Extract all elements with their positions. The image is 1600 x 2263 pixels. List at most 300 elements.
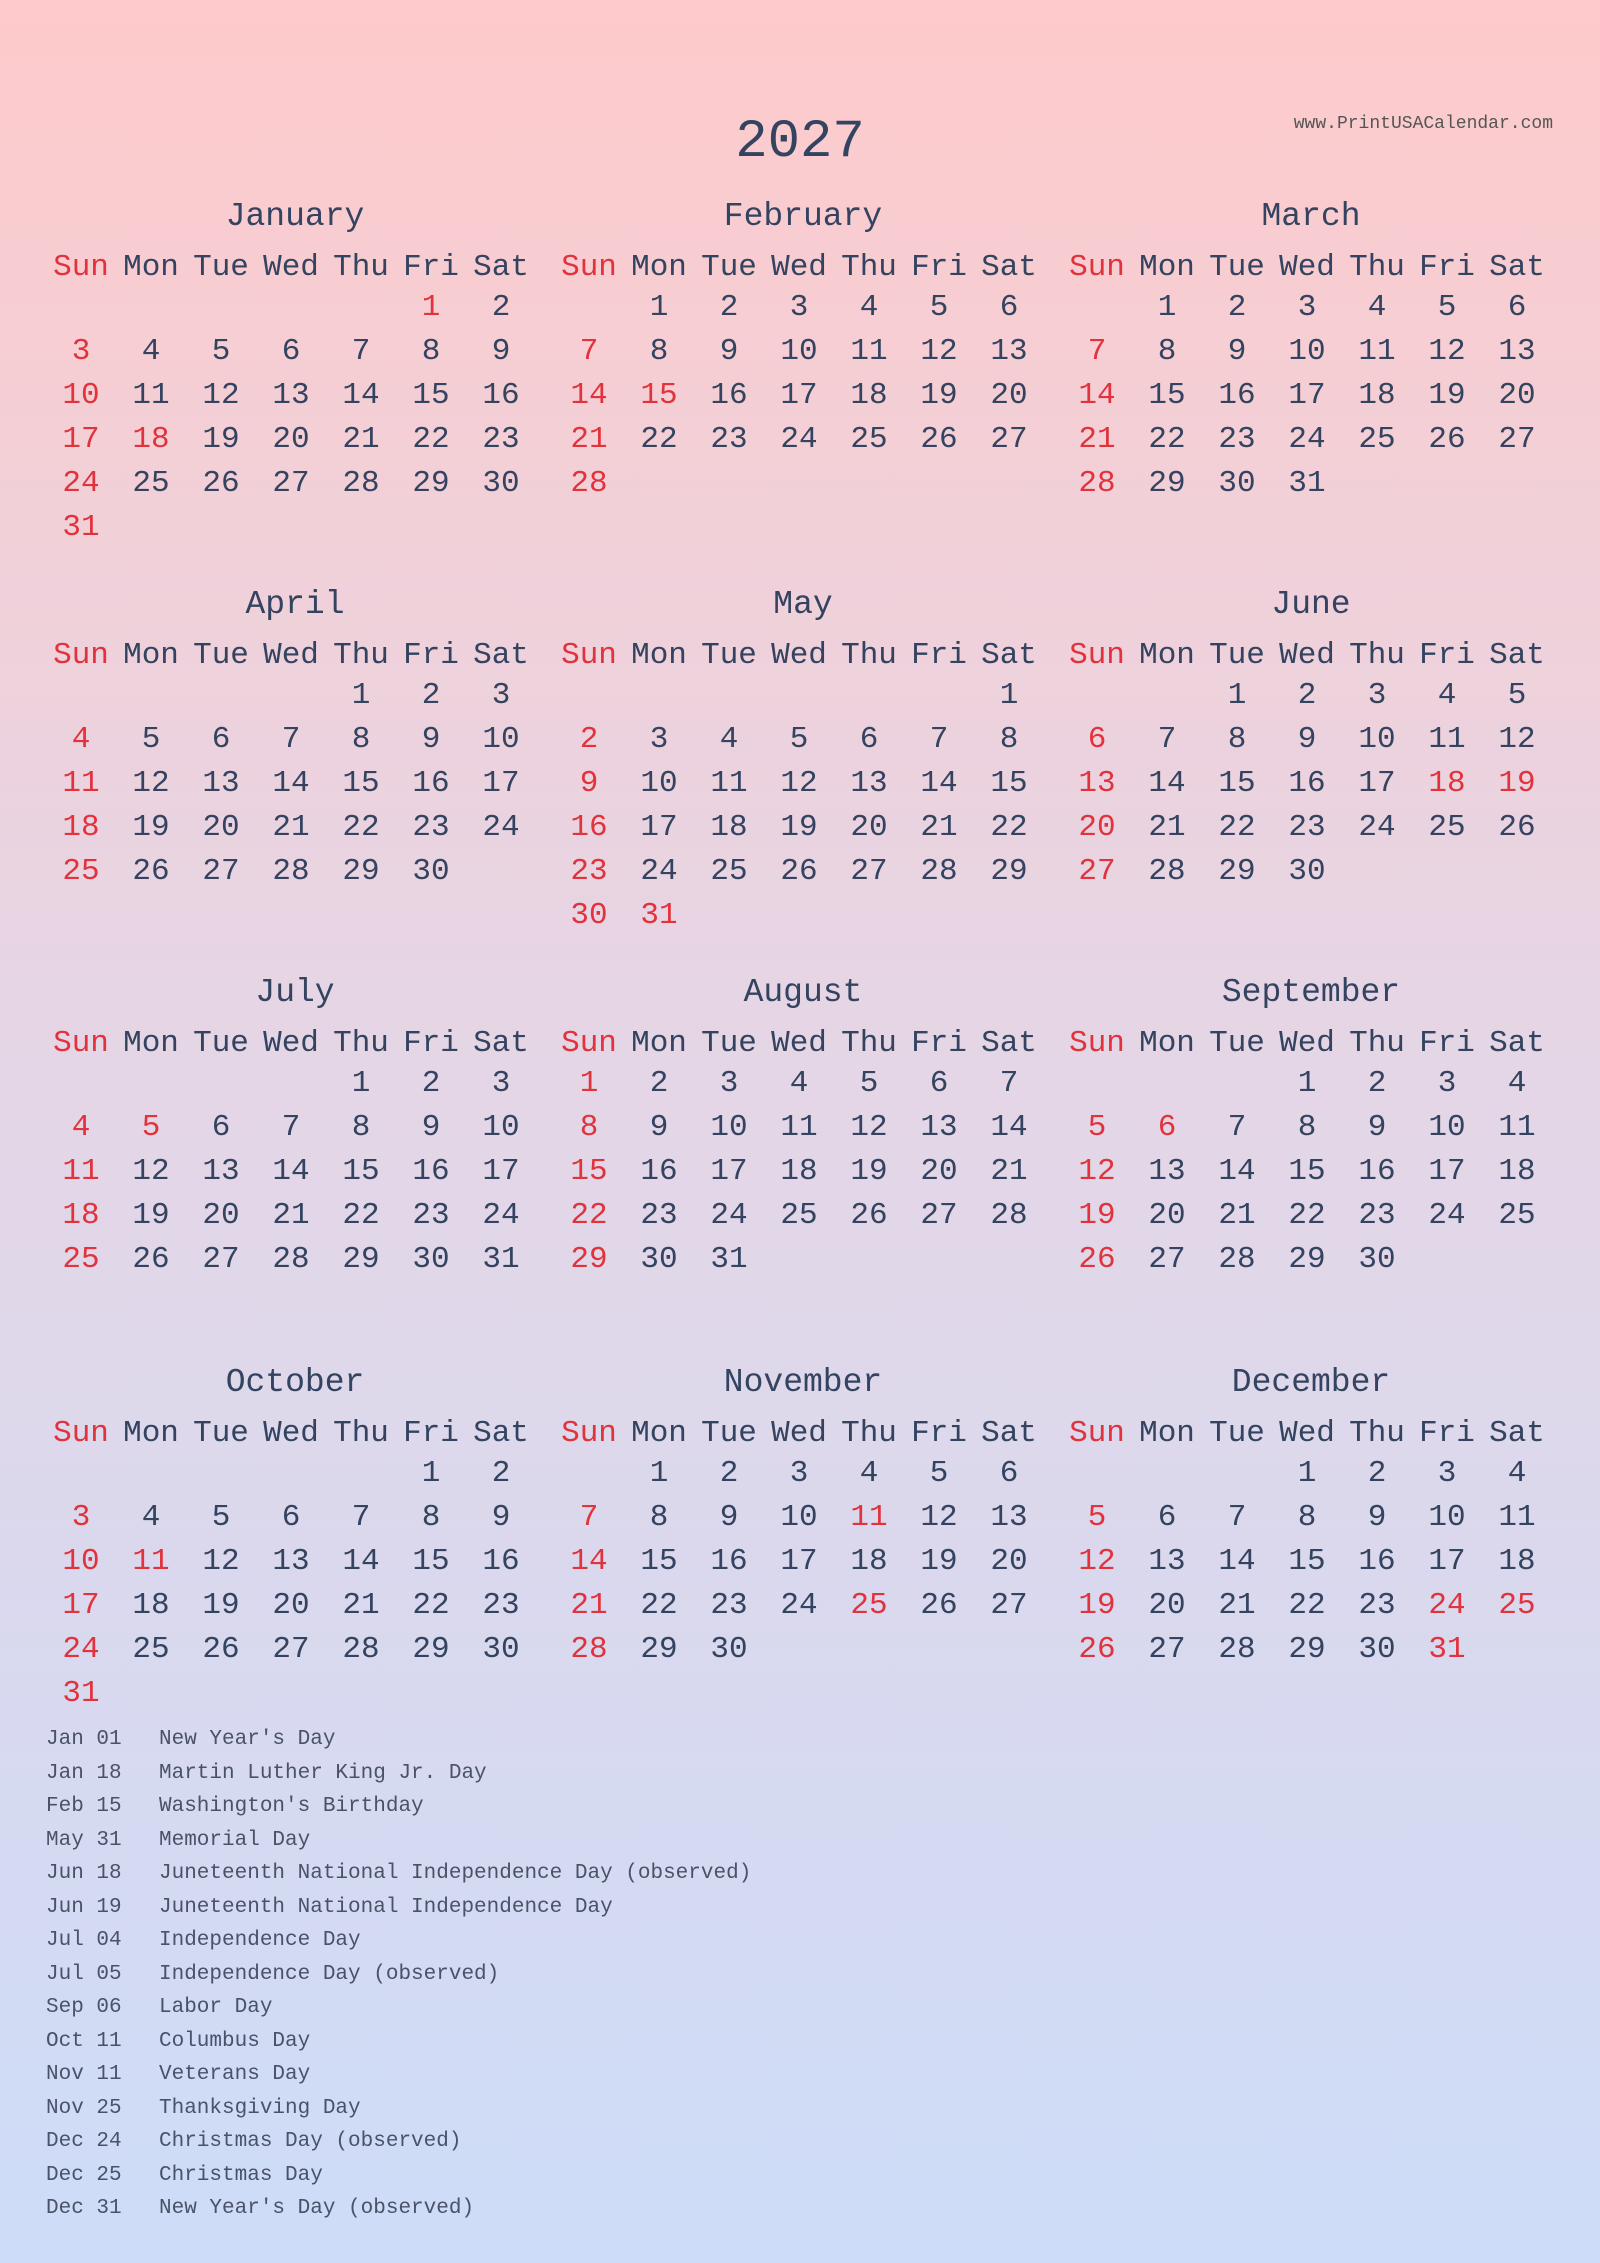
weekday-label: Sat [981, 638, 1037, 673]
day-cell: 26 [202, 466, 240, 501]
day-cell: 4 [1437, 678, 1457, 713]
weekday-label: Thu [841, 250, 897, 285]
day-cell: 12 [920, 1500, 958, 1535]
week-row [1062, 674, 1560, 718]
day-cell: 3 [649, 722, 669, 757]
day-cell: 7 [579, 334, 599, 369]
empty-day-cell [764, 462, 834, 506]
weekday-label: Fri [403, 1416, 459, 1451]
weekday-label: Fri [1419, 638, 1475, 673]
month-name: June [1271, 586, 1351, 623]
holiday-row [46, 1891, 751, 1925]
month-name: August [743, 974, 863, 1011]
month-name: October [225, 1364, 365, 1401]
day-cell: 3 [719, 1066, 739, 1101]
day-cell: 10 [62, 378, 100, 413]
day-cell: 1 [1157, 290, 1177, 325]
day-cell: 9 [491, 1500, 511, 1535]
day-cell: 11 [62, 766, 100, 801]
holiday-row [46, 1723, 751, 1757]
empty-day-cell [466, 506, 536, 550]
day-cell: 20 [272, 422, 310, 457]
day-cell: 4 [141, 334, 161, 369]
day-cell: 12 [850, 1110, 888, 1145]
weekday-label: Mon [123, 638, 179, 673]
day-cell: 27 [850, 854, 888, 889]
day-cell: 9 [719, 1500, 739, 1535]
day-cell: 14 [570, 378, 608, 413]
day-cell: 29 [640, 1632, 678, 1667]
empty-day-cell [1202, 1452, 1272, 1496]
day-cell: 16 [412, 1154, 450, 1189]
weekday-label: Tue [193, 1026, 249, 1061]
day-cell: 1 [1297, 1066, 1317, 1101]
week-row [46, 506, 544, 550]
holiday-row [46, 1790, 751, 1824]
day-cell: 29 [412, 1632, 450, 1667]
day-cell: 23 [482, 422, 520, 457]
weekday-label: Sat [1489, 1416, 1545, 1451]
day-cell: 11 [1428, 722, 1466, 757]
day-cell: 16 [412, 766, 450, 801]
weekday-label: Thu [841, 1026, 897, 1061]
week-row [1062, 1062, 1560, 1106]
weekday-label: Wed [1279, 250, 1335, 285]
weekday-header [46, 250, 544, 286]
empty-day-cell [116, 674, 186, 718]
weekday-label: Fri [1419, 1416, 1475, 1451]
empty-day-cell [1132, 1062, 1202, 1106]
day-cell: 16 [1218, 378, 1256, 413]
week-row [1062, 718, 1560, 762]
day-cell: 9 [579, 766, 599, 801]
day-cell: 27 [920, 1198, 958, 1233]
day-cell: 6 [859, 722, 879, 757]
day-cell: 17 [62, 1588, 100, 1623]
day-cell: 3 [491, 678, 511, 713]
day-cell: 18 [1428, 766, 1466, 801]
day-cell: 27 [990, 422, 1028, 457]
day-cell: 21 [272, 810, 310, 845]
weekday-label: Tue [701, 250, 757, 285]
empty-day-cell [1482, 462, 1552, 506]
empty-day-cell [694, 674, 764, 718]
empty-day-cell [1482, 850, 1552, 894]
day-cell: 24 [710, 1198, 748, 1233]
weekday-label: Fri [403, 250, 459, 285]
day-cell: 2 [1297, 678, 1317, 713]
empty-day-cell [1412, 1238, 1482, 1282]
day-cell: 30 [412, 1242, 450, 1277]
empty-day-cell [1342, 850, 1412, 894]
day-cell: 15 [1218, 766, 1256, 801]
weekday-label: Wed [771, 1416, 827, 1451]
weekday-label: Sun [1069, 1026, 1125, 1061]
weekday-label: Tue [193, 1416, 249, 1451]
weekday-label: Sun [53, 250, 109, 285]
day-cell: 29 [570, 1242, 608, 1277]
day-cell: 5 [141, 1110, 161, 1145]
day-cell: 6 [211, 1110, 231, 1145]
day-cell: 21 [1218, 1588, 1256, 1623]
day-cell: 6 [211, 722, 231, 757]
holiday-name: Martin Luther King Jr. Day [159, 1761, 487, 1785]
month-name: November [723, 1364, 883, 1401]
day-cell: 28 [1078, 466, 1116, 501]
day-cell: 14 [342, 378, 380, 413]
day-cell: 28 [272, 854, 310, 889]
empty-day-cell [554, 1452, 624, 1496]
weekday-label: Mon [631, 638, 687, 673]
day-cell: 18 [850, 1544, 888, 1579]
day-cell: 22 [342, 1198, 380, 1233]
year-title: 2027 [735, 112, 865, 173]
day-cell: 22 [1288, 1588, 1326, 1623]
day-cell: 27 [1148, 1242, 1186, 1277]
day-cell: 17 [1428, 1544, 1466, 1579]
day-cell: 12 [1428, 334, 1466, 369]
weekday-label: Mon [631, 1026, 687, 1061]
day-cell: 8 [649, 1500, 669, 1535]
week-row [554, 1496, 1052, 1540]
empty-day-cell [1412, 850, 1482, 894]
day-cell: 7 [281, 722, 301, 757]
day-cell: 14 [1078, 378, 1116, 413]
day-cell: 9 [719, 334, 739, 369]
day-cell: 29 [1288, 1632, 1326, 1667]
weekday-label: Tue [193, 250, 249, 285]
day-cell: 20 [202, 1198, 240, 1233]
day-cell: 21 [990, 1154, 1028, 1189]
holiday-name: Thanksgiving Day [159, 2096, 361, 2120]
holiday-date: Jun 19 [46, 1895, 122, 1919]
day-cell: 1 [421, 1456, 441, 1491]
day-cell: 3 [1437, 1066, 1457, 1101]
day-cell: 11 [850, 1500, 888, 1535]
month-name: January [225, 198, 365, 235]
day-cell: 3 [789, 290, 809, 325]
day-cell: 7 [1227, 1110, 1247, 1145]
weekday-label: Sat [1489, 1026, 1545, 1061]
day-cell: 19 [780, 810, 818, 845]
week-row [554, 418, 1052, 462]
empty-day-cell [554, 286, 624, 330]
week-row [554, 1452, 1052, 1496]
month-november [554, 1362, 1052, 1672]
day-cell: 16 [1358, 1544, 1396, 1579]
day-cell: 28 [342, 1632, 380, 1667]
day-cell: 23 [640, 1198, 678, 1233]
empty-day-cell [116, 506, 186, 550]
day-cell: 4 [859, 290, 879, 325]
day-cell: 10 [482, 722, 520, 757]
weekday-label: Wed [263, 1416, 319, 1451]
day-cell: 10 [1428, 1500, 1466, 1535]
day-cell: 16 [640, 1154, 678, 1189]
holiday-name: Juneteenth National Independence Day [159, 1895, 613, 1919]
holiday-name: Independence Day (observed) [159, 1962, 500, 1986]
month-may [554, 584, 1052, 938]
day-cell: 18 [710, 810, 748, 845]
day-cell: 17 [780, 1544, 818, 1579]
weekday-label: Sat [981, 1416, 1037, 1451]
empty-day-cell [904, 1238, 974, 1282]
day-cell: 6 [281, 1500, 301, 1535]
week-row [46, 1540, 544, 1584]
day-cell: 11 [850, 334, 888, 369]
day-cell: 19 [1498, 766, 1536, 801]
day-cell: 18 [132, 422, 170, 457]
holiday-name: New Year's Day [159, 1728, 336, 1751]
day-cell: 5 [1087, 1500, 1107, 1535]
holiday-row [46, 2058, 751, 2092]
day-cell: 9 [1297, 722, 1317, 757]
weekday-label: Sat [1489, 638, 1545, 673]
day-cell: 17 [482, 1154, 520, 1189]
day-cell: 10 [1428, 1110, 1466, 1145]
day-cell: 13 [202, 766, 240, 801]
day-cell: 19 [202, 422, 240, 457]
day-cell: 23 [1358, 1198, 1396, 1233]
week-row [1062, 1540, 1560, 1584]
day-cell: 25 [1428, 810, 1466, 845]
empty-day-cell [256, 506, 326, 550]
empty-day-cell [764, 894, 834, 938]
day-cell: 10 [1288, 334, 1326, 369]
day-cell: 28 [570, 1632, 608, 1667]
day-cell: 7 [1087, 334, 1107, 369]
day-cell: 28 [570, 466, 608, 501]
holiday-row [46, 2192, 751, 2226]
day-cell: 11 [780, 1110, 818, 1145]
week-row [46, 286, 544, 330]
day-cell: 17 [1428, 1154, 1466, 1189]
day-cell: 12 [1498, 722, 1536, 757]
day-cell: 19 [920, 378, 958, 413]
holiday-date: Jul 04 [46, 1929, 122, 1952]
day-cell: 26 [202, 1632, 240, 1667]
day-cell: 26 [920, 422, 958, 457]
empty-day-cell [834, 1628, 904, 1672]
day-cell: 27 [272, 1632, 310, 1667]
week-row [1062, 1106, 1560, 1150]
weekday-label: Wed [1279, 638, 1335, 673]
weekday-label: Sun [53, 638, 109, 673]
weekday-label: Tue [193, 638, 249, 673]
week-row [554, 1150, 1052, 1194]
weekday-header [1062, 250, 1560, 286]
day-cell: 1 [649, 290, 669, 325]
day-cell: 10 [482, 1110, 520, 1145]
empty-day-cell [974, 894, 1044, 938]
week-row [554, 374, 1052, 418]
weekday-label: Sat [981, 1026, 1037, 1061]
month-name: December [1231, 1364, 1391, 1401]
empty-day-cell [694, 462, 764, 506]
day-cell: 27 [1498, 422, 1536, 457]
day-cell: 14 [272, 766, 310, 801]
day-cell: 14 [920, 766, 958, 801]
day-cell: 23 [482, 1588, 520, 1623]
week-row [46, 1194, 544, 1238]
day-cell: 3 [1437, 1456, 1457, 1491]
day-cell: 13 [1148, 1544, 1186, 1579]
day-cell: 5 [141, 722, 161, 757]
day-cell: 25 [1498, 1198, 1536, 1233]
day-cell: 8 [351, 722, 371, 757]
day-cell: 8 [421, 334, 441, 369]
holiday-date: Nov 11 [46, 2063, 122, 2086]
day-cell: 6 [1157, 1110, 1177, 1145]
week-row [46, 1150, 544, 1194]
weekday-label: Sun [53, 1026, 109, 1061]
empty-day-cell [624, 462, 694, 506]
day-cell: 16 [710, 378, 748, 413]
week-row [554, 762, 1052, 806]
day-cell: 21 [920, 810, 958, 845]
day-cell: 19 [202, 1588, 240, 1623]
day-cell: 25 [62, 854, 100, 889]
weekday-label: Thu [841, 1416, 897, 1451]
day-cell: 6 [999, 290, 1019, 325]
week-row [1062, 806, 1560, 850]
day-cell: 30 [482, 1632, 520, 1667]
day-cell: 10 [640, 766, 678, 801]
empty-day-cell [834, 894, 904, 938]
day-cell: 13 [850, 766, 888, 801]
holiday-name: Christmas Day [159, 2163, 323, 2187]
month-september [1062, 972, 1560, 1282]
weekday-label: Thu [333, 638, 389, 673]
holiday-row [46, 1857, 751, 1891]
weekday-label: Sun [561, 250, 617, 285]
day-cell: 27 [272, 466, 310, 501]
day-cell: 14 [990, 1110, 1028, 1145]
site-url: www.PrintUSACalendar.com [1293, 114, 1553, 134]
weekday-label: Fri [1419, 250, 1475, 285]
day-cell: 8 [1227, 722, 1247, 757]
day-cell: 27 [1078, 854, 1116, 889]
weekday-label: Sat [981, 250, 1037, 285]
weekday-header [1062, 1026, 1560, 1062]
week-row [1062, 850, 1560, 894]
week-row [1062, 1194, 1560, 1238]
day-cell: 22 [570, 1198, 608, 1233]
day-cell: 7 [1157, 722, 1177, 757]
weekday-label: Thu [1349, 1026, 1405, 1061]
day-cell: 25 [1358, 422, 1396, 457]
weekday-label: Thu [841, 638, 897, 673]
empty-day-cell [904, 894, 974, 938]
day-cell: 25 [62, 1242, 100, 1277]
day-cell: 5 [211, 334, 231, 369]
day-cell: 11 [1358, 334, 1396, 369]
day-cell: 4 [719, 722, 739, 757]
day-cell: 28 [272, 1242, 310, 1277]
holiday-row [46, 2125, 751, 2159]
week-row [46, 1106, 544, 1150]
day-cell: 7 [999, 1066, 1019, 1101]
weekday-label: Sat [1489, 250, 1545, 285]
day-cell: 5 [789, 722, 809, 757]
day-cell: 10 [780, 334, 818, 369]
week-row [46, 1628, 544, 1672]
day-cell: 8 [1297, 1500, 1317, 1535]
day-cell: 30 [640, 1242, 678, 1277]
week-row [554, 462, 1052, 506]
day-cell: 13 [272, 378, 310, 413]
weekday-label: Tue [1209, 1416, 1265, 1451]
week-row [46, 1452, 544, 1496]
empty-day-cell [904, 674, 974, 718]
day-cell: 2 [491, 290, 511, 325]
day-cell: 23 [710, 422, 748, 457]
holiday-date: Dec 24 [46, 2130, 122, 2153]
holiday-date: Feb 15 [46, 1795, 122, 1818]
day-cell: 1 [999, 678, 1019, 713]
holiday-name: Juneteenth National Independence Day (observed) [159, 1862, 752, 1885]
holiday-row [46, 1991, 751, 2025]
weekday-label: Mon [1139, 1416, 1195, 1451]
week-row [46, 850, 544, 894]
day-cell: 13 [920, 1110, 958, 1145]
week-row [554, 1062, 1052, 1106]
holiday-date: Dec 31 [46, 2197, 122, 2220]
week-row [554, 1238, 1052, 1282]
week-row [554, 1106, 1052, 1150]
week-row [1062, 1628, 1560, 1672]
empty-day-cell [186, 1672, 256, 1716]
day-cell: 15 [412, 378, 450, 413]
day-cell: 19 [920, 1544, 958, 1579]
weekday-label: Wed [1279, 1416, 1335, 1451]
day-cell: 6 [1087, 722, 1107, 757]
empty-day-cell [1062, 674, 1132, 718]
empty-day-cell [974, 462, 1044, 506]
weekday-header [554, 1026, 1052, 1062]
weekday-label: Sun [1069, 1416, 1125, 1451]
weekday-label: Fri [911, 250, 967, 285]
day-cell: 15 [640, 378, 678, 413]
day-cell: 3 [1297, 290, 1317, 325]
day-cell: 3 [71, 334, 91, 369]
week-row [554, 806, 1052, 850]
day-cell: 24 [62, 466, 100, 501]
day-cell: 3 [789, 1456, 809, 1491]
weekday-label: Thu [333, 1416, 389, 1451]
week-row [46, 762, 544, 806]
day-cell: 22 [1218, 810, 1256, 845]
week-row [46, 418, 544, 462]
weekday-label: Fri [403, 1026, 459, 1061]
holiday-row [46, 1924, 751, 1958]
month-name: March [1261, 198, 1361, 235]
empty-day-cell [116, 286, 186, 330]
weekday-label: Fri [1419, 1026, 1475, 1061]
day-cell: 26 [1078, 1632, 1116, 1667]
day-cell: 19 [1078, 1588, 1116, 1623]
day-cell: 26 [132, 854, 170, 889]
empty-day-cell [1482, 1238, 1552, 1282]
day-cell: 29 [342, 1242, 380, 1277]
week-row [1062, 330, 1560, 374]
day-cell: 4 [859, 1456, 879, 1491]
day-cell: 12 [920, 334, 958, 369]
holiday-name: Columbus Day [159, 2029, 311, 2053]
day-cell: 5 [1437, 290, 1457, 325]
empty-day-cell [326, 286, 396, 330]
day-cell: 15 [1148, 378, 1186, 413]
